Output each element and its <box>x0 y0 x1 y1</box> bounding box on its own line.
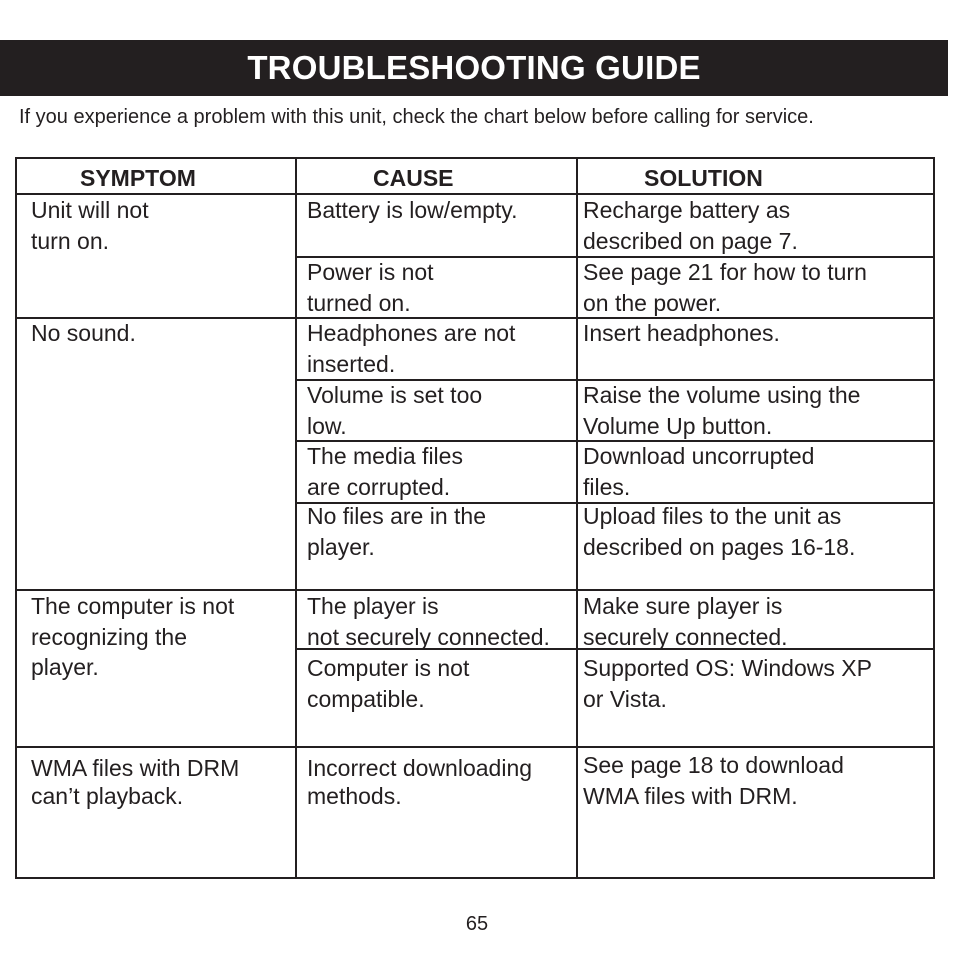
page-number: 65 <box>465 913 489 935</box>
solution-cell: Insert headphones. <box>583 320 780 346</box>
page-title: TROUBLESHOOTING GUIDE <box>0 40 948 96</box>
solution-cell: Upload files to the unit as described on pages 16-18. <box>583 503 856 560</box>
cause-cell: No files are in the player. <box>307 503 486 560</box>
symptom-cell: The computer is not recognizing the player. <box>31 593 235 680</box>
cause-cell: Battery is low/empty. <box>307 197 518 223</box>
table-row-rule <box>15 746 935 748</box>
solution-cell: See page 21 for how to turn on the power. <box>583 259 867 316</box>
troubleshooting-table <box>15 157 935 879</box>
header-solution: SOLUTION <box>644 165 763 191</box>
cause-cell: Volume is set too low. <box>307 382 483 439</box>
cause-cell: Computer is not compatible. <box>307 655 470 712</box>
table-border-top <box>15 157 935 159</box>
cause-cell: Headphones are not inserted. <box>307 320 516 377</box>
table-column-rule <box>576 157 578 879</box>
header-symptom: SYMPTOM <box>80 165 196 191</box>
cause-cell: The media files are corrupted. <box>307 443 463 500</box>
header-cause: CAUSE <box>373 165 454 191</box>
solution-cell: Make sure player is securely connected. <box>583 593 788 650</box>
cause-cell: The player is not securely connected. <box>307 593 550 650</box>
solution-cell: Download uncorrupted files. <box>583 443 815 500</box>
symptom-cell: WMA files with DRM can’t playback. <box>31 755 240 809</box>
solution-cell: See page 18 to download WMA files with DRM. <box>583 752 844 809</box>
table-border-right <box>933 157 935 879</box>
table-column-rule <box>295 157 297 879</box>
solution-cell: Recharge battery as described on page 7. <box>583 197 798 254</box>
table-border-bottom <box>15 877 935 879</box>
symptom-cell: Unit will not turn on. <box>31 197 149 254</box>
table-border-left <box>15 157 17 879</box>
symptom-cell: No sound. <box>31 320 136 346</box>
solution-cell: Raise the volume using the Volume Up button. <box>583 382 861 439</box>
solution-cell: Supported OS: Windows XP or Vista. <box>583 655 872 712</box>
intro-text: If you experience a problem with this unit, check the chart below before calling for service. <box>19 106 814 128</box>
cause-cell: Incorrect downloading methods. <box>307 755 533 809</box>
cause-cell: Power is not turned on. <box>307 259 434 316</box>
